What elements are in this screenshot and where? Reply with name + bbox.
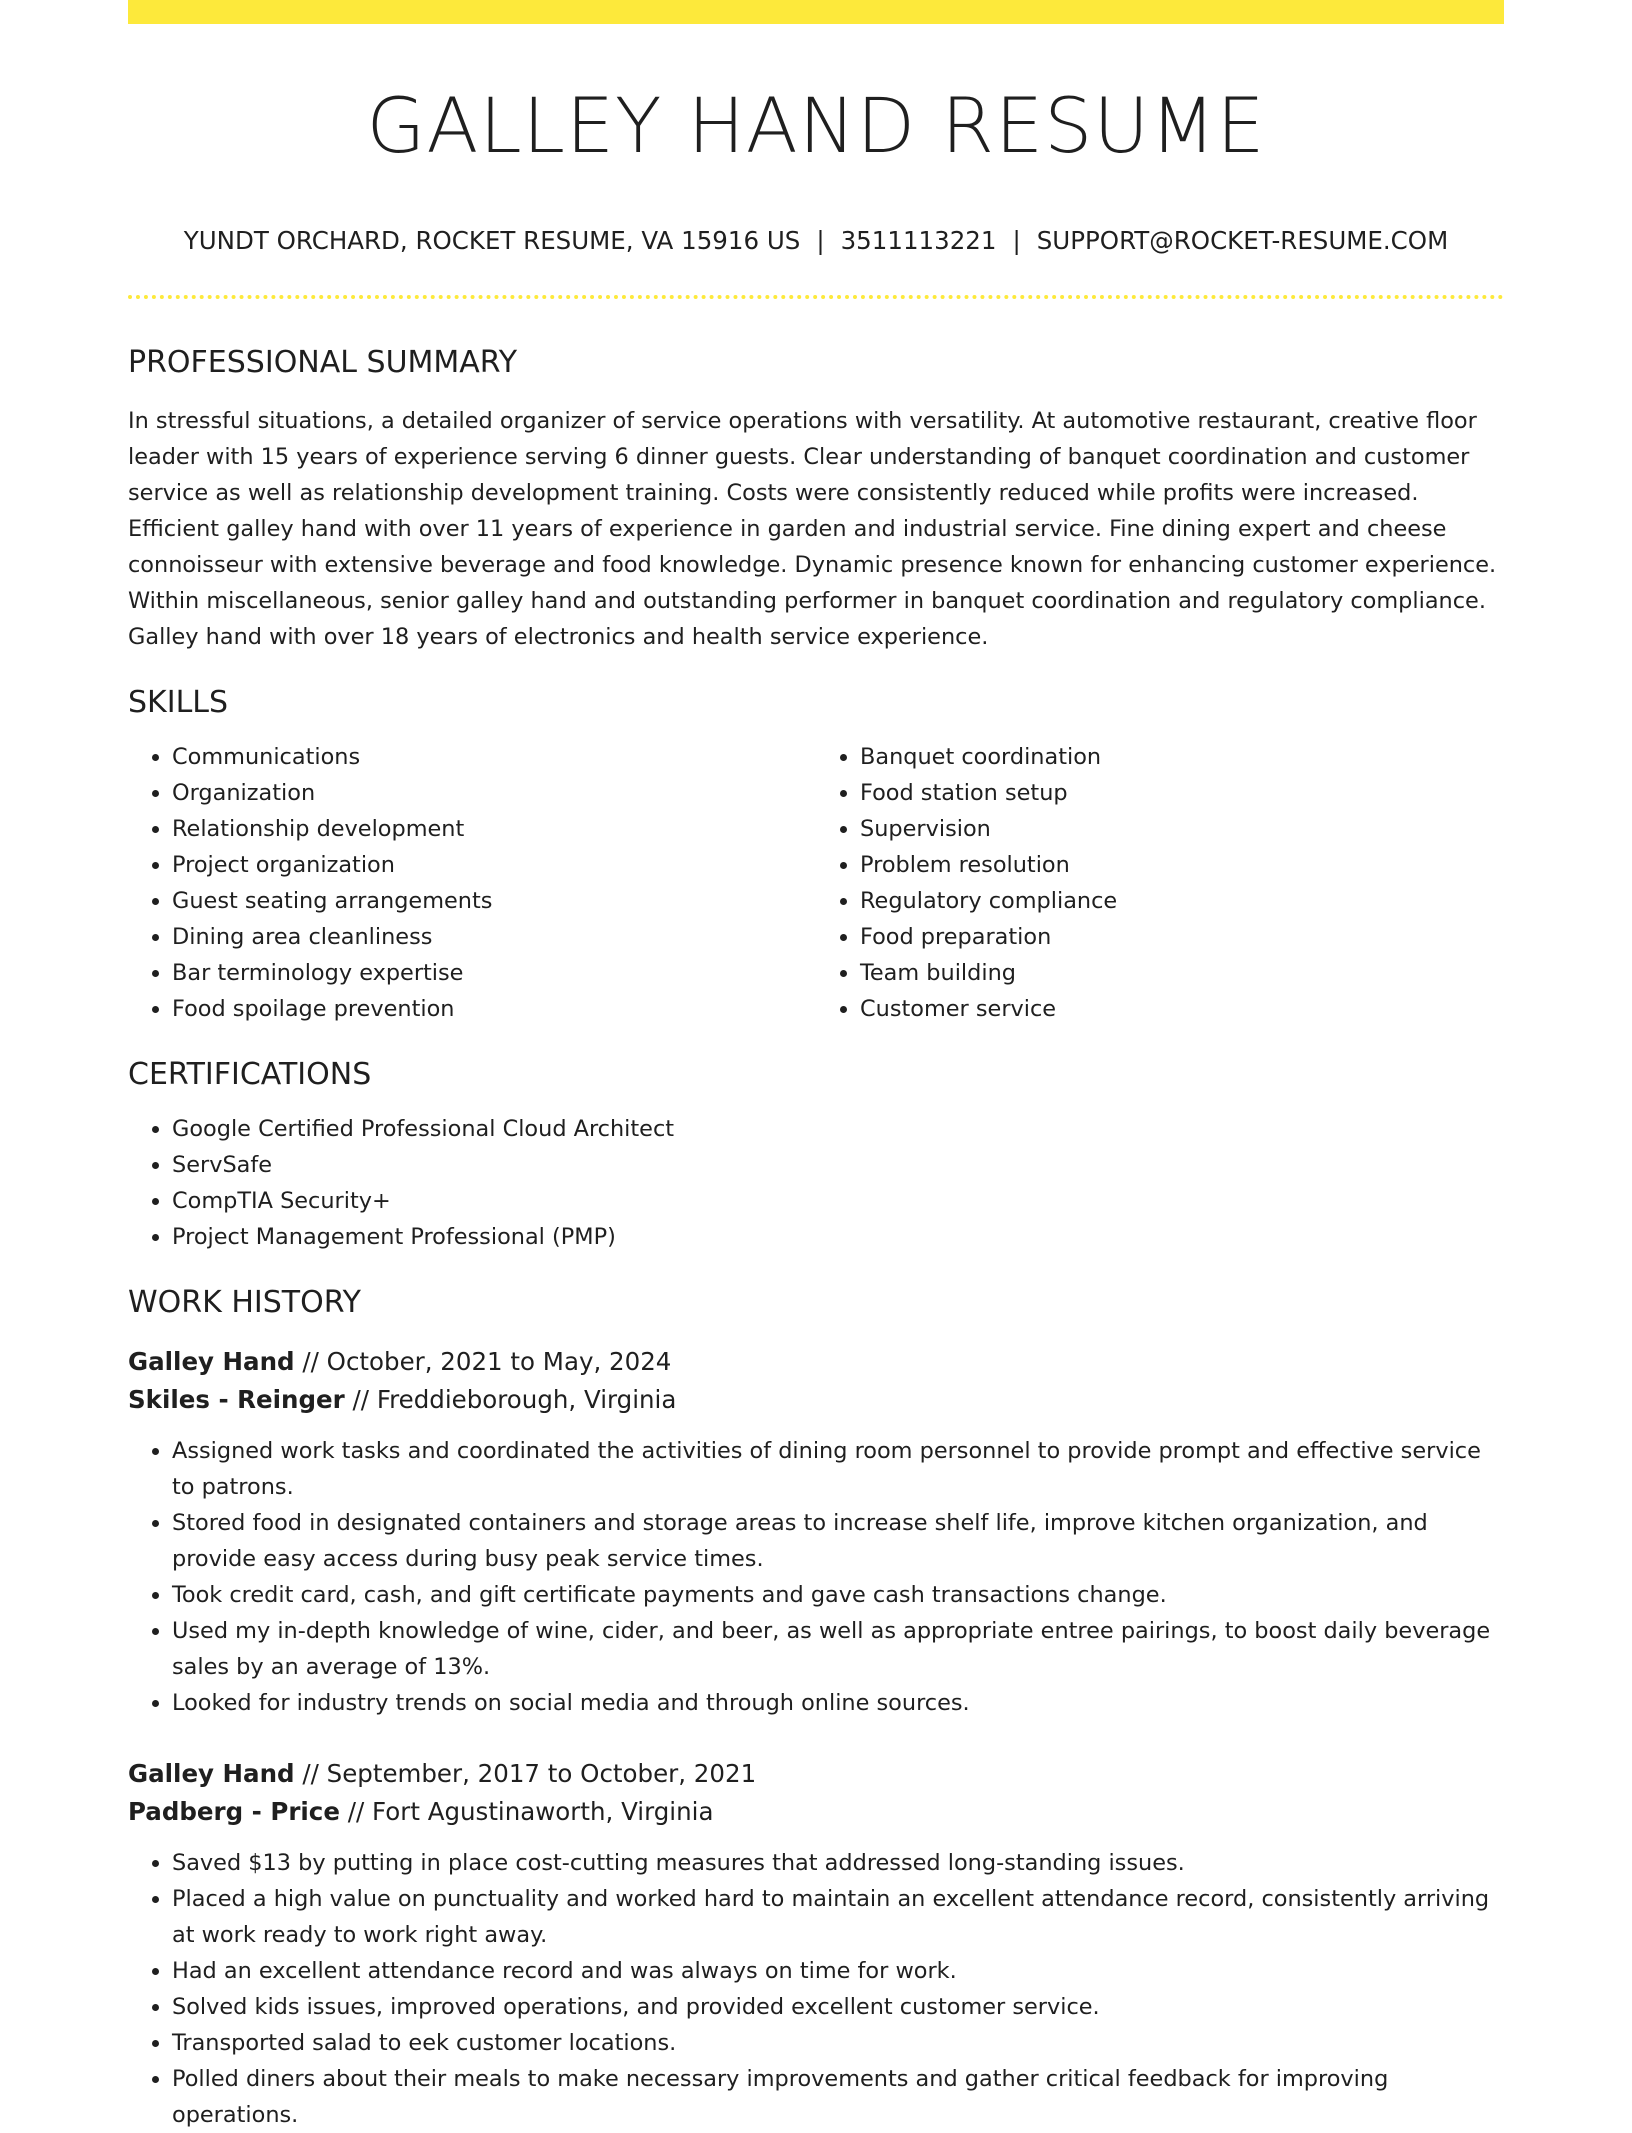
job-bullet: • Transported salad to eek customer locations. — [172, 2025, 1504, 2061]
certifications-heading: CERTIFICATIONS — [128, 1056, 372, 1092]
contact-line — [128, 226, 1504, 255]
certification-item: • CompTIA Security+ — [172, 1183, 1504, 1219]
skill-item: • Dining area cleanliness — [172, 919, 816, 955]
certification-item: • Project Management Professional (PMP) — [172, 1219, 1504, 1255]
job-bullet: • Stored food in designated containers and storage areas to increase shelf life, improve kitchen organization, and provide easy access during busy peak service times. — [172, 1505, 1504, 1577]
skill-item: • Project organization — [172, 847, 816, 883]
job-entry — [128, 1343, 1504, 1721]
job-company: Padberg - Price — [128, 1796, 340, 1826]
job-bullet: • Had an excellent attendance record and was always on time for work. — [172, 1953, 1504, 1989]
skill-item: • Bar terminology expertise — [172, 955, 816, 991]
work-history-heading: WORK HISTORY — [128, 1284, 361, 1320]
skill-item: • Communications — [172, 739, 816, 775]
job-bullet: • Assigned work tasks and coordinated the activities of dining room personnel to provide prompt and effective service to patrons. — [172, 1433, 1504, 1505]
skill-item: • Problem resolution — [860, 847, 1504, 883]
skill-item: • Food station setup — [860, 775, 1504, 811]
skill-item: • Supervision — [860, 811, 1504, 847]
skill-item: • Regulatory compliance — [860, 883, 1504, 919]
skill-item: • Customer service — [860, 991, 1504, 1027]
job-title-line — [128, 1343, 1504, 1381]
contact-separator: | — [816, 225, 825, 255]
skill-item: • Organization — [172, 775, 816, 811]
job-bullets — [128, 1433, 1504, 1721]
job-bullet: • Placed a high value on punctuality and worked hard to maintain an excellent attendance record, consistently arriving at work ready to work right away. — [172, 1881, 1504, 1953]
job-bullets — [128, 1845, 1504, 2133]
skill-item: • Food spoilage prevention — [172, 991, 816, 1027]
skills-columns — [128, 721, 1504, 1027]
job-title-line — [128, 1755, 1504, 1793]
contact-separator: | — [1012, 225, 1021, 255]
skill-item: • Team building — [860, 955, 1504, 991]
dotted-divider — [128, 295, 1504, 299]
job-entry — [128, 1755, 1504, 2133]
job-title: Galley Hand — [128, 1346, 295, 1376]
job-company: Skiles - Reinger — [128, 1384, 345, 1414]
job-bullet: • Took credit card, cash, and gift certificate payments and gave cash transactions change. — [172, 1577, 1504, 1613]
top-accent-bar — [128, 0, 1504, 24]
job-bullet: • Polled diners about their meals to make necessary improvements and gather critical feedback for improving operations. — [172, 2061, 1504, 2133]
job-bullet: • Looked for industry trends on social media and through online sources. — [172, 1685, 1504, 1721]
job-dates: // October, 2021 to May, 2024 — [294, 1346, 672, 1376]
skills-list-right — [816, 739, 1504, 1027]
job-title: Galley Hand — [128, 1758, 295, 1788]
job-location: // Fort Agustinaworth, Virginia — [339, 1796, 714, 1826]
job-company-line — [128, 1793, 1504, 1831]
contact-email: SUPPORT@ROCKET-RESUME.COM — [1036, 225, 1449, 255]
skills-heading: SKILLS — [128, 684, 229, 720]
certification-item: • ServSafe — [172, 1147, 1504, 1183]
certification-item: • Google Certified Professional Cloud Architect — [172, 1111, 1504, 1147]
job-bullet: • Solved kids issues, improved operations, and provided excellent customer service. — [172, 1989, 1504, 2025]
skill-item: • Relationship development — [172, 811, 816, 847]
job-bullet: • Saved $13 by putting in place cost-cutting measures that addressed long-standing issues. — [172, 1845, 1504, 1881]
resume-title: GALLEY HAND RESUME — [366, 81, 1266, 170]
skill-item: • Banquet coordination — [860, 739, 1504, 775]
resume-page — [128, 0, 1504, 2133]
skills-list-left — [128, 739, 816, 1027]
skill-item: • Guest seating arrangements — [172, 883, 816, 919]
summary-heading: PROFESSIONAL SUMMARY — [128, 344, 518, 380]
contact-phone: 3511113221 — [840, 225, 997, 255]
job-company-line — [128, 1381, 1504, 1419]
skill-item: • Food preparation — [860, 919, 1504, 955]
certifications-list — [128, 1111, 1504, 1255]
job-dates: // September, 2017 to October, 2021 — [294, 1758, 757, 1788]
summary-text: In stressful situations, a detailed organizer of service operations with versatility. At automotive restaurant, creative floor leader with 15 years of experience serving 6 dinner guests. Clear understanding of banquet coordination and customer service as well as relationship development training. Costs were consistently reduced while profits were increased. Efficient galley hand with over 11 years of experience in garden and industrial service. Fine dining expert and cheese connoisseur with extensive beverage and food knowledge. Dynamic presence known for enhancing customer experience. Within miscellaneous, senior galley hand and outstanding performer in banquet coordination and regulatory compliance. Galley hand with over 18 years of electronics and health service experience. — [128, 407, 1497, 650]
job-bullet: • Used my in-depth knowledge of wine, cider, and beer, as well as appropriate entree pairings, to boost daily beverage sales by an average of 13%. — [172, 1613, 1504, 1685]
contact-address: YUNDT ORCHARD, ROCKET RESUME, VA 15916 US — [183, 225, 801, 255]
job-location: // Freddieborough, Virginia — [344, 1384, 677, 1414]
